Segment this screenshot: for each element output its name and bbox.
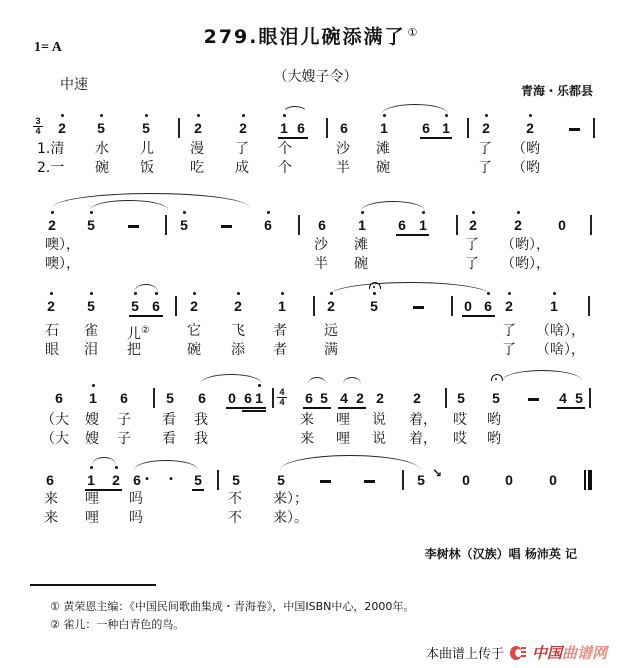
- note: 2: [45, 298, 57, 314]
- barline: [272, 388, 274, 408]
- lyric: （啥），: [536, 342, 585, 358]
- lyric: 哎: [453, 431, 467, 447]
- lyric: 漫: [190, 141, 204, 157]
- note: 5: [140, 120, 152, 136]
- lyric: （哟），: [501, 237, 550, 253]
- lyric: 半: [336, 160, 350, 176]
- rest: 0: [549, 472, 557, 488]
- note: 6: [46, 472, 54, 488]
- note: 0: [464, 298, 472, 314]
- eighth-beam: [192, 489, 204, 491]
- slur: [361, 201, 425, 211]
- eighth-beam: [338, 407, 366, 409]
- lyric: 者: [273, 323, 287, 339]
- note: 4: [340, 390, 348, 406]
- note: 2: [524, 120, 536, 136]
- lyric: 滩: [376, 141, 390, 157]
- lyric: 哟: [487, 412, 501, 428]
- note: 5: [277, 472, 285, 488]
- rest: 0: [505, 472, 513, 488]
- note: 6: [120, 390, 128, 406]
- note: 2: [325, 298, 337, 314]
- lyric: 哎: [453, 412, 467, 428]
- slur: [134, 460, 198, 470]
- note: 2: [356, 390, 364, 406]
- barline: [589, 388, 591, 408]
- site-logo-icon[interactable]: [510, 646, 526, 660]
- lyric: 了: [502, 342, 516, 358]
- note-extension-dash: [320, 480, 331, 483]
- lyric-verse2: （大: [41, 431, 69, 447]
- note: 2: [512, 217, 524, 233]
- barline: [467, 118, 469, 138]
- barline: [178, 118, 180, 138]
- note: 5: [194, 472, 202, 488]
- lyric: 满: [324, 342, 338, 358]
- note: 2: [110, 472, 122, 488]
- lyric: 着，: [409, 412, 437, 428]
- lyric: 它: [187, 323, 201, 339]
- note: 6: [150, 298, 162, 314]
- lyric-verse2: 来: [44, 510, 58, 526]
- barline: [445, 388, 447, 408]
- region-label: 青海・乐都县: [520, 84, 593, 98]
- note: 0: [558, 217, 566, 233]
- lyric: 了: [478, 141, 492, 157]
- lyric: （哟: [512, 141, 540, 157]
- lyric: 不: [228, 491, 242, 507]
- eighth-beam: [557, 407, 585, 409]
- slur: [343, 377, 361, 384]
- lyric: 哩: [85, 491, 99, 507]
- barline: [165, 215, 167, 235]
- lyric: 嫂: [85, 431, 99, 447]
- note: 2: [46, 217, 58, 233]
- lyric: （啥），: [536, 323, 585, 339]
- lyric-verse1: 1.清: [37, 141, 65, 157]
- note: 6: [297, 120, 305, 136]
- song-title: 279.眼泪儿碗添满了 ①: [203, 25, 420, 48]
- slur: [134, 284, 158, 292]
- augmentation-dot: •: [145, 474, 149, 485]
- lyric: 看: [162, 431, 176, 447]
- lyric: 饭: [140, 160, 154, 176]
- barline: [593, 118, 595, 138]
- lyric: 滩: [354, 237, 368, 253]
- note-extension-dash: [364, 480, 375, 483]
- note: 6: [55, 390, 63, 406]
- slur: [308, 377, 326, 384]
- lyric: 泪: [84, 342, 98, 358]
- note: 1: [276, 298, 288, 314]
- lyric: 飞: [231, 323, 245, 339]
- lyric: 儿②: [127, 325, 150, 343]
- note-extension-dash: [528, 398, 539, 401]
- note: 2: [188, 298, 200, 314]
- slur: [282, 106, 308, 114]
- lyric: 子: [117, 412, 131, 428]
- slur: [382, 104, 448, 114]
- note-extension-dash: [569, 128, 580, 131]
- tune-subtitle: （大嫂子令）: [273, 69, 358, 85]
- lyric: 吗: [129, 510, 143, 526]
- lyric-verse1: 石: [45, 323, 59, 339]
- lyric: 嫂: [85, 412, 99, 428]
- note-extension-dash: [221, 225, 232, 228]
- title-footnote-mark[interactable]: ①: [407, 25, 420, 39]
- barline: [298, 215, 300, 235]
- lyric: 不: [228, 510, 242, 526]
- lyric-verse2: 眼: [45, 342, 59, 358]
- dotted-note: 6: [133, 472, 141, 488]
- note: 6: [340, 120, 348, 136]
- note: 4: [559, 390, 567, 406]
- note: 2: [503, 298, 515, 314]
- footnote-1: ① 黄荣恩主编：《中国民间歌曲集成・青海卷》，中国ISBN中心，2000年。: [50, 600, 415, 613]
- note: 5: [95, 120, 107, 136]
- lyric: 哟: [487, 431, 501, 447]
- upload-label: 本曲谱上传于: [425, 647, 504, 662]
- note-extension-dash: [128, 225, 139, 228]
- site-name-link[interactable]: 中国曲谱网: [531, 644, 607, 662]
- note: 2: [480, 120, 492, 136]
- note: 2: [237, 120, 249, 136]
- note-with-fermata: 5: [368, 298, 380, 314]
- performer-credit: 李树林（汉族）唱 杨沛英 记: [424, 547, 577, 561]
- barline: [175, 296, 177, 316]
- note: 2: [232, 298, 244, 314]
- barline: [402, 470, 404, 490]
- lyric-verse1: 来: [44, 491, 58, 507]
- lyric: 来: [300, 412, 314, 428]
- lyric: 了: [502, 323, 516, 339]
- lyric: 者: [273, 342, 287, 358]
- note: 1: [356, 217, 368, 233]
- lyric: 碗: [354, 256, 368, 272]
- time-signature-4-4: 4 4: [277, 388, 287, 407]
- note: 5: [178, 217, 190, 233]
- footnote-2: ② 雀儿：一种白青色的鸟。: [50, 618, 185, 631]
- tempo-marking: 中速: [60, 77, 88, 93]
- barline: [313, 296, 315, 316]
- lyric: 子: [117, 431, 131, 447]
- barline: [326, 118, 328, 138]
- lyric: 哩: [336, 431, 350, 447]
- barline: [217, 470, 219, 490]
- note: 1: [548, 298, 560, 314]
- note: 6: [305, 390, 313, 406]
- lyric: 了: [235, 141, 249, 157]
- note: 6: [422, 120, 430, 136]
- lyric: 吗: [129, 491, 143, 507]
- note: 5: [457, 390, 465, 406]
- final-barline-thick: [588, 470, 592, 490]
- lyric: 雀: [84, 323, 98, 339]
- final-barline-thin: [584, 470, 586, 490]
- lyric-verse1: （大: [41, 412, 69, 428]
- lyric: 成: [235, 160, 249, 176]
- note: 5: [320, 390, 328, 406]
- slur: [330, 282, 490, 295]
- lyric: 哩: [336, 412, 350, 428]
- sixteenth-beam: [242, 410, 266, 412]
- slur: [200, 374, 262, 384]
- footnote-mark-2[interactable]: ②: [141, 325, 150, 336]
- lyric: 半: [314, 256, 328, 272]
- note: 6: [262, 217, 274, 233]
- note: 1: [87, 390, 99, 406]
- note: 5: [129, 298, 141, 314]
- note: 1: [378, 120, 390, 136]
- barline: [590, 215, 592, 235]
- eighth-beam: [420, 137, 452, 139]
- lyric: 我: [194, 412, 208, 428]
- eighth-beam: [462, 315, 495, 317]
- lyric: 水: [95, 141, 109, 157]
- eighth-beam: [226, 407, 266, 409]
- lyric: 碗: [95, 160, 109, 176]
- lyric: 看: [162, 412, 176, 428]
- note: 2: [413, 390, 421, 406]
- note: 2: [467, 217, 479, 233]
- note: 2: [56, 120, 68, 136]
- lyric: 来）；: [273, 491, 308, 507]
- note: 6: [318, 217, 326, 233]
- lyric: 添: [231, 342, 245, 358]
- note: 5: [166, 390, 174, 406]
- lyric: 我: [194, 431, 208, 447]
- slur: [92, 457, 116, 465]
- lyric: 个: [278, 141, 292, 157]
- lyric: 儿: [140, 141, 154, 157]
- note-with-fermata: 5: [490, 390, 502, 406]
- slur: [502, 370, 582, 381]
- lyric: 来: [300, 431, 314, 447]
- note-extension-dash: [413, 306, 424, 309]
- note: 1: [417, 217, 429, 233]
- lyric: （哟），: [501, 256, 550, 272]
- lyric: 沙: [336, 141, 350, 157]
- lyric: 了: [465, 237, 479, 253]
- lyric: 远: [324, 323, 338, 339]
- lyric: 来）。: [273, 510, 308, 526]
- barline: [451, 296, 453, 316]
- lyric: 沙: [314, 237, 328, 253]
- lyric: （哟: [512, 160, 540, 176]
- lyric: 了: [465, 256, 479, 272]
- barline: [588, 296, 590, 316]
- note: 1: [440, 120, 452, 136]
- note: 6: [482, 298, 494, 314]
- note: 2: [376, 390, 384, 406]
- lyric-verse2: 噢），: [45, 256, 80, 272]
- lyric: 说: [372, 431, 386, 447]
- note: 5: [417, 472, 425, 488]
- eighth-beam: [396, 234, 429, 236]
- barline: [153, 388, 155, 408]
- slur: [280, 455, 420, 470]
- lyric: 把: [127, 342, 141, 358]
- rest: 0: [462, 472, 470, 488]
- breath-mark-icon: ↘: [432, 466, 443, 480]
- note: 2: [192, 120, 204, 136]
- lyric: 着，: [409, 431, 437, 447]
- footnote-divider: [30, 584, 156, 586]
- eighth-beam: [278, 137, 308, 139]
- lyric: 哩: [85, 510, 99, 526]
- note: 5: [575, 390, 583, 406]
- note: 1: [253, 390, 265, 406]
- upload-attribution: [426, 642, 607, 663]
- note: 1: [278, 120, 290, 136]
- lyric: 说: [372, 412, 386, 428]
- note: 5: [85, 217, 97, 233]
- lyric: 吃: [190, 160, 204, 176]
- note: 6: [398, 217, 406, 233]
- key-signature: 1= A: [34, 40, 62, 55]
- lyric-verse1: 噢），: [45, 237, 80, 253]
- fermata-icon: [369, 282, 381, 289]
- eighth-beam: [129, 315, 163, 317]
- augmentation-dot: •: [169, 474, 173, 485]
- lyric: 了: [478, 160, 492, 176]
- time-signature-3-4: 3 4: [33, 117, 43, 136]
- lyric: 碗: [376, 160, 390, 176]
- lyric: 个: [278, 160, 292, 176]
- barline: [456, 215, 458, 235]
- eighth-beam: [303, 407, 331, 409]
- note: 6: [244, 390, 252, 406]
- note: 5: [232, 472, 240, 488]
- lyric-verse2: 2.一: [37, 160, 65, 176]
- note: 6: [198, 390, 206, 406]
- note: 5: [85, 298, 97, 314]
- note: 1: [85, 472, 97, 488]
- lyric: 碗: [187, 342, 201, 358]
- note: 0: [228, 390, 236, 406]
